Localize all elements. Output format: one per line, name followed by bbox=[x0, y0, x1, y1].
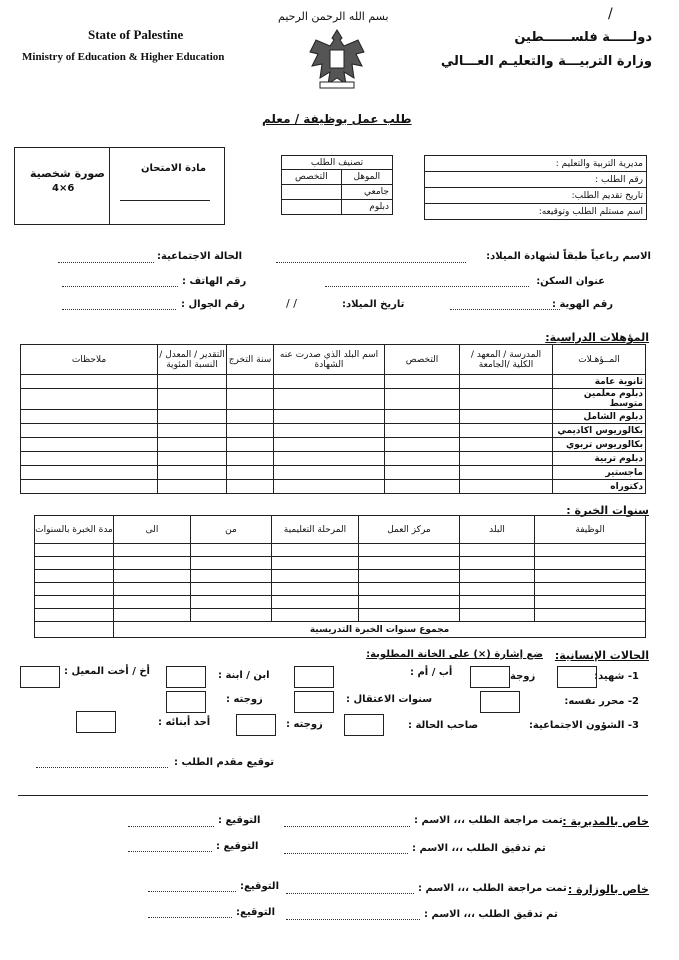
marital-label: الحالة الاجتماعية: bbox=[157, 251, 243, 262]
prisoner-wife-checkbox[interactable] bbox=[166, 691, 206, 713]
edu-h-grade: التقدير / المعدل / النسبة المئوية bbox=[158, 345, 227, 375]
dir-checked-name[interactable] bbox=[284, 853, 408, 854]
min-checked-signature[interactable] bbox=[148, 917, 232, 918]
min-reviewed-name[interactable] bbox=[286, 893, 414, 894]
exp-h-workplace: مركز العمل bbox=[359, 516, 460, 544]
social-child-checkbox[interactable] bbox=[76, 711, 116, 733]
address-field[interactable] bbox=[325, 286, 529, 287]
applicant-signature-label: توقيع مقدم الطلب : bbox=[174, 757, 275, 768]
min-checked-label: تم تدقيق الطلب ،،، الاسم : bbox=[424, 909, 558, 920]
dir-reviewed-signature[interactable] bbox=[128, 826, 214, 827]
min-reviewed-signature[interactable] bbox=[148, 891, 236, 892]
marital-field[interactable] bbox=[58, 262, 154, 263]
id-field[interactable] bbox=[450, 309, 560, 310]
edu-row-label: دبلوم معلمين متوسط bbox=[553, 389, 646, 410]
applicant-signature-field[interactable] bbox=[36, 767, 168, 768]
edu-h-year: سنة التخرج bbox=[227, 345, 274, 375]
prisoner-wife-label: زوجته : bbox=[226, 694, 263, 705]
class-cell[interactable] bbox=[282, 200, 342, 215]
parent-checkbox[interactable] bbox=[294, 666, 334, 688]
mobile-field[interactable] bbox=[62, 309, 176, 310]
detention-years-label: سنوات الاعتقال : bbox=[346, 694, 433, 705]
exp-h-from: من bbox=[191, 516, 272, 544]
class-cell[interactable] bbox=[282, 185, 342, 200]
class-row: دبلوم bbox=[341, 200, 392, 215]
ministry-section-title: خاص بالوزارة : bbox=[567, 883, 649, 896]
case-owner-checkbox[interactable] bbox=[344, 714, 384, 736]
edu-row-label: بكالوريوس اكاديمي bbox=[553, 424, 646, 438]
sibling-label: أخ / أخت المعيل : bbox=[64, 666, 150, 677]
class-col-spec: التخصص bbox=[282, 170, 342, 185]
pen-mark: / bbox=[608, 6, 613, 22]
classification-table bbox=[281, 155, 393, 215]
form-title: طلب عمل بوظيفة / معلم bbox=[262, 112, 412, 126]
edu-row-label: دبلوم الشامل bbox=[553, 410, 646, 424]
mobile-label: رقم الجوال : bbox=[181, 299, 245, 310]
exp-h-to: الى bbox=[114, 516, 191, 544]
sibling-checkbox[interactable] bbox=[20, 666, 60, 688]
exp-total-field[interactable] bbox=[35, 622, 114, 638]
humanitarian-instruction: ضع إشارة (×) على الخانة المطلوبة: bbox=[366, 649, 543, 660]
social-affairs-label: 3- الشؤون الاجتماعية: bbox=[528, 720, 639, 731]
exp-total-label: مجموع سنوات الخبرة التدريسية bbox=[114, 622, 646, 638]
birth-date-field[interactable]: / / bbox=[286, 297, 297, 310]
dir-reviewed-name[interactable] bbox=[284, 826, 410, 827]
dir-checked-signature[interactable] bbox=[128, 851, 212, 852]
exp-h-duration: مدة الخبرة بالسنوات bbox=[35, 516, 114, 544]
edu-row-label: بكالوريوس تربوي bbox=[553, 438, 646, 452]
address-label: عنوان السكن: bbox=[536, 276, 605, 287]
dir-checked-label: تم تدقيق الطلب ،،، الاسم : bbox=[412, 843, 546, 854]
case-owner-label: صاحب الحالة : bbox=[408, 720, 479, 731]
basmala: بسم الله الرحمن الرحيم bbox=[278, 10, 389, 23]
phone-field[interactable] bbox=[62, 286, 178, 287]
directorate-title: خاص بالمديرية : bbox=[562, 815, 649, 828]
admin-submit-date: تاريخ تقديم الطلب: bbox=[425, 188, 647, 204]
dir-reviewed-signature-label: التوقيع : bbox=[218, 815, 261, 826]
ministry-en: Ministry of Education & Higher Education bbox=[22, 51, 225, 63]
child-checkbox[interactable] bbox=[166, 666, 206, 688]
state-en: State of Palestine bbox=[88, 27, 184, 42]
class-col-qual: الموهل bbox=[341, 170, 392, 185]
edu-row-label: ثانوية عامة bbox=[553, 375, 646, 389]
admin-receiver: اسم مستلم الطلب وتوقيعه: bbox=[425, 204, 647, 220]
edu-h-notes: ملاحظات bbox=[21, 345, 158, 375]
class-row: جامعي bbox=[341, 185, 392, 200]
edu-h-country: اسم البلد الذي صدرت عنه الشهادة bbox=[274, 345, 385, 375]
min-reviewed-label: تمت مراجعة الطلب ،،، الاسم : bbox=[418, 883, 567, 894]
edu-row-label: ماجستير bbox=[553, 466, 646, 480]
prisoner-label: 2- محرر نفسه: bbox=[564, 696, 639, 707]
edu-row-label: دكتوراه bbox=[553, 480, 646, 494]
social-wife-checkbox[interactable] bbox=[236, 714, 276, 736]
phone-label: رقم الهاتف : bbox=[182, 276, 247, 287]
experience-table bbox=[34, 515, 646, 638]
education-table bbox=[20, 344, 646, 494]
name-field[interactable] bbox=[276, 262, 466, 263]
wife-checkbox[interactable] bbox=[470, 666, 510, 688]
id-label: رقم الهوية : bbox=[552, 299, 613, 310]
photo-label: صورة شخصية bbox=[30, 167, 105, 180]
dir-reviewed-label: تمت مراجعة الطلب ،،، الاسم : bbox=[414, 815, 563, 826]
wife-label: زوجة bbox=[510, 671, 536, 682]
parent-label: أب / أم : bbox=[410, 667, 453, 678]
classification-title: تصنيف الطلب bbox=[282, 156, 393, 170]
dir-checked-signature-label: التوقيع : bbox=[216, 841, 259, 852]
birth-label: تاريخ الميلاد: bbox=[342, 299, 405, 310]
state-ar: دولـــــة فلســــــطين bbox=[514, 30, 652, 45]
name-label: الاسم رباعياً طبقاً لشهادة الميلاد: bbox=[486, 251, 651, 262]
min-checked-signature-label: التوقيع: bbox=[236, 907, 275, 918]
exp-h-country: البلد bbox=[460, 516, 535, 544]
experience-title: سنوات الخبرة : bbox=[566, 504, 649, 517]
admin-directorate: مديرية التربية والتعليم : bbox=[425, 156, 647, 172]
divider bbox=[18, 795, 648, 796]
education-title: المؤهلات الدراسية: bbox=[545, 331, 649, 344]
min-checked-name[interactable] bbox=[286, 919, 420, 920]
edu-h-school: المدرسة / المعهد / الكلية /الجامعة bbox=[460, 345, 553, 375]
detention-years-checkbox[interactable] bbox=[294, 691, 334, 713]
social-wife-label: زوجته : bbox=[286, 719, 323, 730]
martyr-checkbox[interactable] bbox=[557, 666, 597, 688]
exam-label: مادة الامتحان bbox=[141, 163, 207, 174]
eagle-emblem-icon bbox=[306, 26, 368, 90]
edu-h-qual: المــؤهـلات bbox=[553, 345, 646, 375]
ministry-ar: وزارة التربيـــة والتعليـم العـــالي bbox=[440, 54, 652, 69]
humanitarian-title: الحالات الإنسانية: bbox=[554, 649, 649, 662]
admin-table bbox=[424, 155, 647, 220]
child-label: ابن / ابنة : bbox=[218, 670, 270, 681]
exp-h-stage: المرحلة التعليمية bbox=[272, 516, 359, 544]
exp-h-job: الوظيفة bbox=[535, 516, 646, 544]
edu-h-spec: التخصص bbox=[385, 345, 460, 375]
photo-size: 4×6 bbox=[52, 183, 75, 194]
martyr-label: 1- شهيد: bbox=[594, 671, 639, 682]
photo-exam-box bbox=[14, 147, 225, 225]
min-reviewed-signature-label: التوقيع: bbox=[240, 881, 279, 892]
admin-request-no: رقم الطلب : bbox=[425, 172, 647, 188]
social-child-label: أحد أبنائه : bbox=[158, 717, 211, 728]
edu-row-label: دبلوم تربية bbox=[553, 452, 646, 466]
prisoner-checkbox[interactable] bbox=[480, 691, 520, 713]
